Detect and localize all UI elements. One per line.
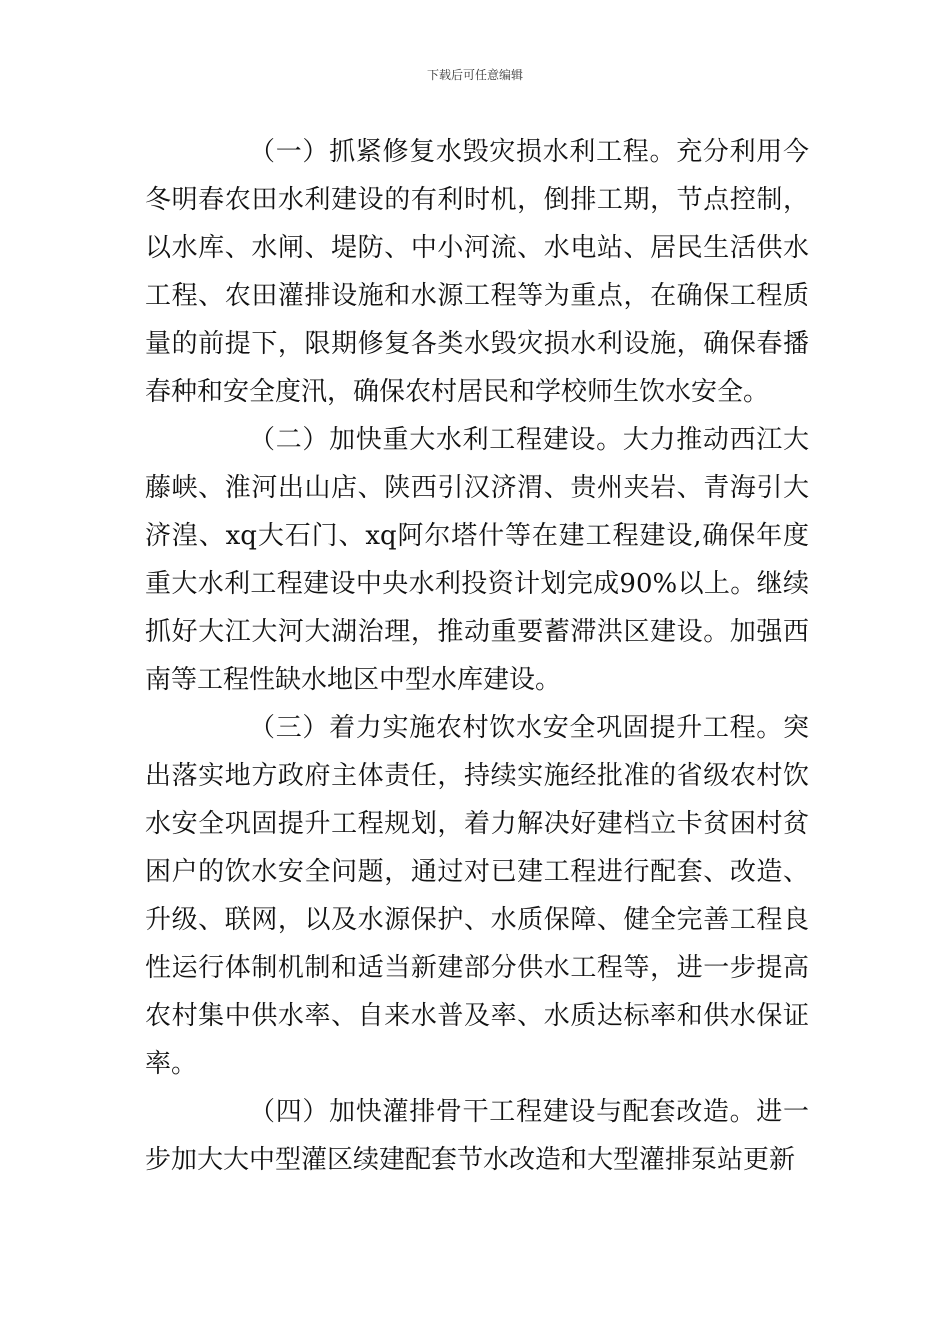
paragraph-4: （四）加快灌排骨干工程建设与配套改造。进一步加大大中型灌区续建配套节水改造和大型灌排泵站更新 <box>145 1097 809 1175</box>
document-body <box>145 128 809 1184</box>
header-note: 下载后可任意编辑 <box>426 68 523 82</box>
paragraph-2: （二）加快重大水利工程建设。大力推动西江大藤峡、淮河出山店、陕西引汉济渭、贵州夹岩、青海引大济湟、xq大石门、xq阿尔塔什等在建工程建设,确保年度重大水利工程建设中央水利投资计划完成90%以上。继续抓好大江大河大湖治理，推动重要蓄滞洪区建设。加强西南等工程性缺水地区中型水库建设。 <box>145 425 809 695</box>
paragraph-1: （一）抓紧修复水毁灾损水利工程。充分利用今冬明春农田水利建设的有利时机，倒排工期，节点控制，以水库、水闸、堤防、中小河流、水电站、居民生活供水工程、农田灌排设施和水源工程等为重点，在确保工程质量的前提下，限期修复各类水毁灾损水利设施，确保春播春种和安全度汛，确保农村居民和学校师生饮水安全。 <box>145 137 809 407</box>
paragraph-3: （三）着力实施农村饮水安全巩固提升工程。突出落实地方政府主体责任，持续实施经批准的省级农村饮水安全巩固提升工程规划，着力解决好建档立卡贫困村贫困户的饮水安全问题，通过对已建工程进行配套、改造、升级、联网，以及水源保护、水质保障、健全完善工程良性运行体制机制和适当新建部分供水工程等，进一步提高农村集中供水率、自来水普及率、水质达标率和供水保证率。 <box>145 713 809 1079</box>
